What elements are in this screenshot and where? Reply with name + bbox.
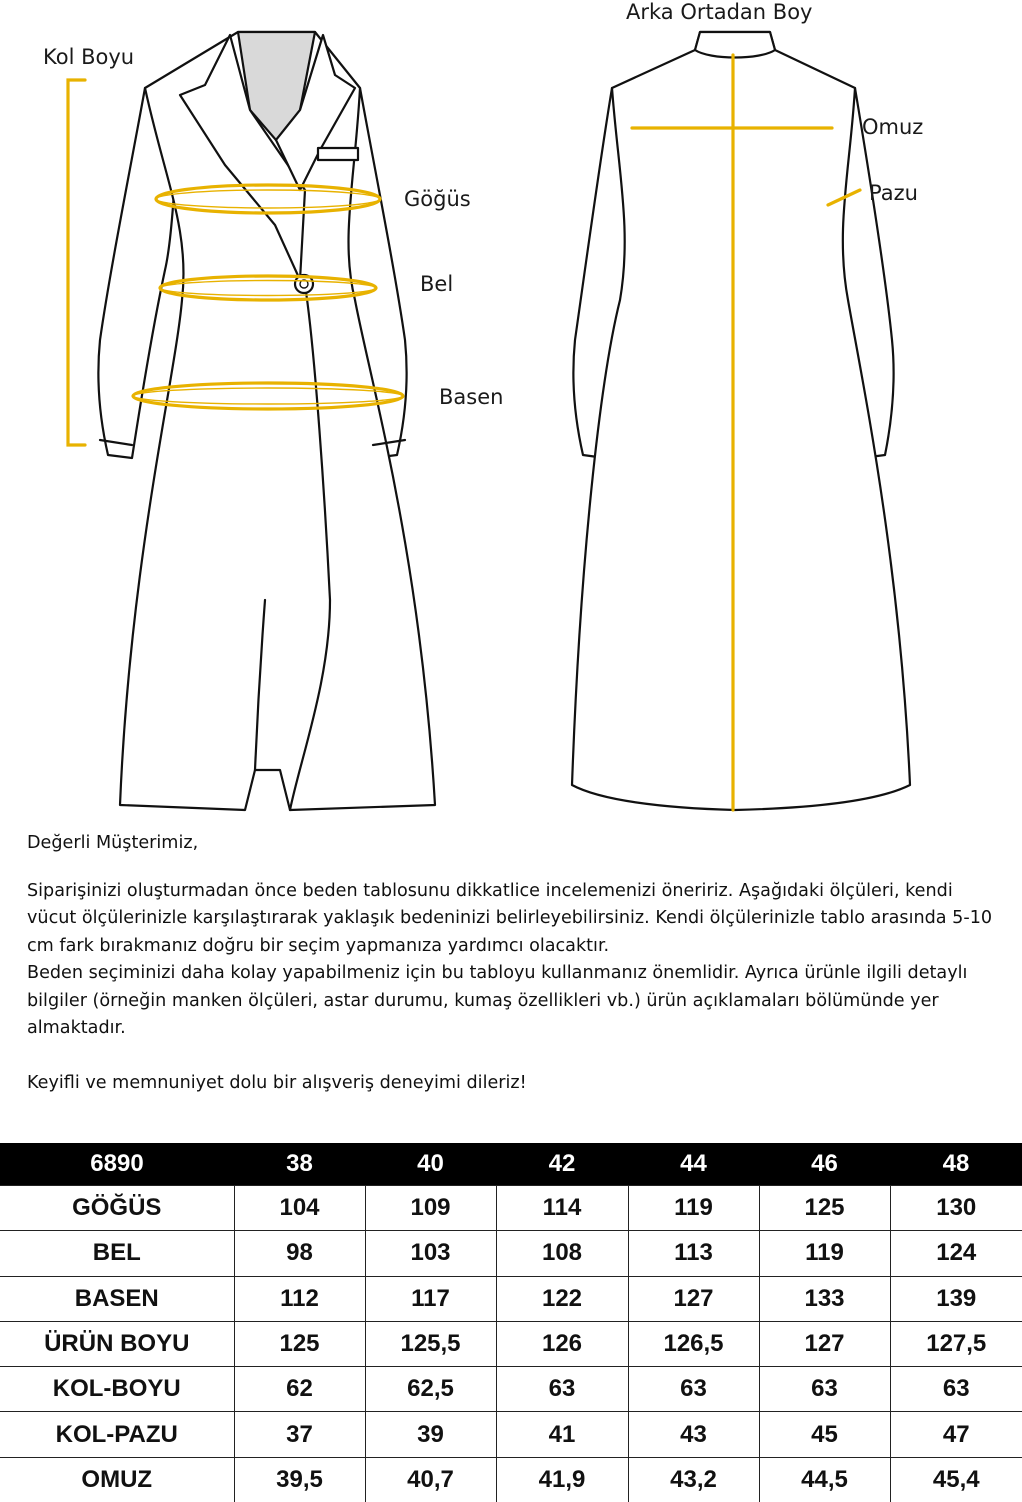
table-cell: 127,5 bbox=[890, 1321, 1022, 1366]
table-row bbox=[0, 1321, 1022, 1366]
intro-text-block bbox=[27, 830, 1002, 1097]
table-cell: 117 bbox=[365, 1276, 496, 1321]
intro-closing: Keyifli ve memnuniyet dolu bir alışveriş deneyimi dileriz! bbox=[27, 1072, 527, 1093]
label-arka-ortadan-boy: Arka Ortadan Boy bbox=[626, 0, 813, 24]
table-cell: 124 bbox=[890, 1231, 1022, 1276]
table-cell: 122 bbox=[496, 1276, 628, 1321]
table-cell: 130 bbox=[890, 1186, 1022, 1231]
row-label: OMUZ bbox=[0, 1457, 234, 1502]
row-label: BASEN bbox=[0, 1276, 234, 1321]
table-cell: 39,5 bbox=[234, 1457, 365, 1502]
header-size: 38 bbox=[234, 1143, 365, 1186]
table-cell: 45 bbox=[759, 1412, 890, 1457]
header-size: 44 bbox=[628, 1143, 759, 1186]
label-gogus: Göğüs bbox=[404, 187, 471, 211]
table-cell: 47 bbox=[890, 1412, 1022, 1457]
table-cell: 119 bbox=[628, 1186, 759, 1231]
header-size: 40 bbox=[365, 1143, 496, 1186]
table-row bbox=[0, 1367, 1022, 1412]
label-omuz: Omuz bbox=[862, 115, 924, 139]
back-collar bbox=[695, 32, 775, 58]
header-model-code: 6890 bbox=[0, 1143, 234, 1186]
table-cell: 43,2 bbox=[628, 1457, 759, 1502]
intro-paragraph-1: Siparişinizi oluşturmadan önce beden tablosunu dikkatlice incelemenizi öneririz. Aşağıdaki ölçüleri, kendi vücut ölçülerinizle karşılaştırarak yaklaşık bedeninizi belirleyebilirsiniz. Kendi ölçülerinizle tablo arasında 5-10 cm fark bırakmanız doğru bir seçim yapmanıza yardımcı olacaktır. bbox=[27, 880, 993, 956]
intro-paragraph-2: Beden seçiminizi daha kolay yapabilmeniz için bu tabloyu kullanmanız önemlidir. Ayrıca ürünle ilgili detaylı bilgiler (örneğin manken ölçüleri, astar durumu, kumaş özellikleri vb.) ürün açıklamaları bölümünde yer almaktadır. bbox=[27, 963, 968, 1038]
table-cell: 63 bbox=[628, 1367, 759, 1412]
header-size: 42 bbox=[496, 1143, 628, 1186]
table-cell: 40,7 bbox=[365, 1457, 496, 1502]
table-cell: 62 bbox=[234, 1367, 365, 1412]
table-cell: 114 bbox=[496, 1186, 628, 1231]
table-cell: 113 bbox=[628, 1231, 759, 1276]
table-cell: 44,5 bbox=[759, 1457, 890, 1502]
table-cell: 41 bbox=[496, 1412, 628, 1457]
table-cell: 109 bbox=[365, 1186, 496, 1231]
table-cell: 98 bbox=[234, 1231, 365, 1276]
table-cell: 45,4 bbox=[890, 1457, 1022, 1502]
table-row bbox=[0, 1186, 1022, 1231]
table-cell: 43 bbox=[628, 1412, 759, 1457]
table-row bbox=[0, 1457, 1022, 1502]
row-label: GÖĞÜS bbox=[0, 1186, 234, 1231]
table-cell: 139 bbox=[890, 1276, 1022, 1321]
table-cell: 63 bbox=[890, 1367, 1022, 1412]
coat-back-view bbox=[572, 32, 910, 810]
table-cell: 63 bbox=[759, 1367, 890, 1412]
header-size: 46 bbox=[759, 1143, 890, 1186]
table-cell: 126,5 bbox=[628, 1321, 759, 1366]
table-cell: 37 bbox=[234, 1412, 365, 1457]
label-basen: Basen bbox=[439, 385, 504, 409]
table-cell: 127 bbox=[759, 1321, 890, 1366]
label-bel: Bel bbox=[420, 272, 454, 296]
chest-pocket bbox=[318, 148, 358, 160]
table-cell: 108 bbox=[496, 1231, 628, 1276]
table-cell: 125 bbox=[759, 1186, 890, 1231]
table-cell: 133 bbox=[759, 1276, 890, 1321]
table-row bbox=[0, 1276, 1022, 1321]
intro-greeting: Değerli Müşterimiz, bbox=[27, 833, 199, 853]
coat-front-view bbox=[98, 32, 435, 810]
size-chart-table bbox=[0, 1143, 1022, 1502]
table-header-row bbox=[0, 1143, 1022, 1186]
label-kol-boyu: Kol Boyu bbox=[43, 45, 135, 69]
table-cell: 63 bbox=[496, 1367, 628, 1412]
table-cell: 125 bbox=[234, 1321, 365, 1366]
table-row bbox=[0, 1231, 1022, 1276]
header-size: 48 bbox=[890, 1143, 1022, 1186]
table-cell: 119 bbox=[759, 1231, 890, 1276]
table-cell: 62,5 bbox=[365, 1367, 496, 1412]
row-label: KOL-PAZU bbox=[0, 1412, 234, 1457]
table-cell: 41,9 bbox=[496, 1457, 628, 1502]
table-row bbox=[0, 1412, 1022, 1457]
label-pazu: Pazu bbox=[869, 181, 918, 205]
row-label: ÜRÜN BOYU bbox=[0, 1321, 234, 1366]
row-label: KOL-BOYU bbox=[0, 1367, 234, 1412]
table-cell: 125,5 bbox=[365, 1321, 496, 1366]
table-cell: 104 bbox=[234, 1186, 365, 1231]
table-cell: 103 bbox=[365, 1231, 496, 1276]
kol-boyu-measure-line bbox=[68, 80, 85, 445]
table-cell: 39 bbox=[365, 1412, 496, 1457]
table-cell: 126 bbox=[496, 1321, 628, 1366]
table-cell: 112 bbox=[234, 1276, 365, 1321]
row-label: BEL bbox=[0, 1231, 234, 1276]
table-cell: 127 bbox=[628, 1276, 759, 1321]
